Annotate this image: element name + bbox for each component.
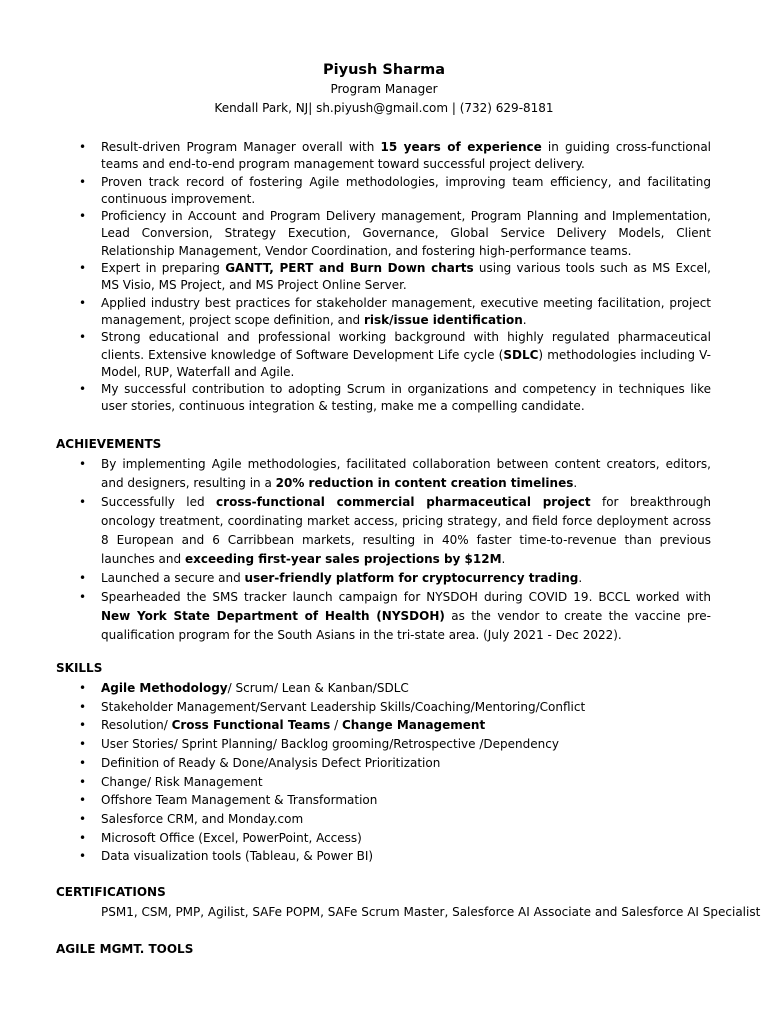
achievement-item	[79, 455, 711, 493]
certifications-text: PSM1, CSM, PMP, Agilist, SAFe POPM, SAFe Scrum Master, Salesforce AI Associate and Salesforce AI Specialist	[101, 905, 761, 919]
bullet-icon: •	[79, 755, 87, 770]
skills-heading: SKILLS	[56, 661, 103, 675]
item-text: .	[573, 476, 578, 490]
skill-item	[79, 810, 711, 829]
item-text: for breakthrough oncology treatment, coordinating market access, pricing strategy, and field force deployment across 8 European and 6 Carribbean markets, resulting in 40% faster time-to-revenue than previous launches and	[101, 495, 711, 566]
skill-item	[79, 698, 711, 717]
bullet-icon: •	[79, 774, 87, 789]
skill-item	[79, 791, 711, 810]
item-text: Data visualization tools (Tableau, & Power BI)	[101, 849, 374, 864]
item-text: Result-driven Program Manager overall with	[101, 140, 381, 154]
item-text: in guiding cross-functional teams and end-to-end program management toward successful project delivery.	[101, 140, 712, 172]
item-text: User Stories/ Sprint Planning/ Backlog grooming/Retrospective /Dependency	[101, 737, 559, 752]
candidate-title: Program Manager	[330, 82, 438, 96]
summary-item	[79, 329, 711, 381]
bold-text: risk/issue identification	[364, 312, 523, 327]
bold-text: GANTT, PERT and Burn Down charts	[225, 261, 474, 276]
summary-item	[79, 295, 711, 330]
item-text: as the vendor to create the vaccine pre-qualification program for the South Asians in the tri-state area. (July 2021 - Dec 2022).	[101, 609, 712, 642]
bold-text: 15 years of experience	[380, 140, 542, 154]
skill-item	[79, 754, 711, 773]
resume-header	[0, 60, 768, 118]
achievement-item	[79, 569, 711, 588]
item-text: Proven track record of fostering Agile methodologies, improving team efficiency, and facilitating continuous improvement.	[101, 174, 711, 206]
skill-item	[79, 716, 711, 735]
item-text: My successful contribution to adopting Scrum in organizations and competency in techniques like user stories, continuous integration & testing, make me a compelling candidate.	[101, 382, 711, 414]
skill-item	[79, 735, 711, 754]
skills-list	[79, 679, 711, 866]
bullet-icon: •	[79, 140, 87, 154]
summary-item	[79, 260, 711, 295]
bullet-icon: •	[79, 457, 87, 471]
bullet-icon: •	[79, 330, 87, 345]
bold-text: 20% reduction in content creation timelines	[275, 476, 574, 490]
candidate-name: Piyush Sharma	[323, 62, 445, 78]
item-text: Spearheaded the SMS tracker launch campaign for NYSDOH during COVID 19. BCCL worked with	[101, 590, 711, 604]
bullet-icon: •	[79, 571, 87, 585]
achievement-item	[79, 493, 711, 569]
item-text: using various tools such as MS Excel, MS Visio, MS Project, and MS Project Online Server.	[101, 261, 711, 293]
achievement-item	[79, 588, 712, 645]
bullet-icon: •	[79, 737, 87, 752]
achievements-list	[79, 455, 712, 645]
item-text: Successfully led	[101, 495, 217, 509]
bold-text: Cross Functional Teams	[171, 718, 331, 733]
item-text: Microsoft Office (Excel, PowerPoint, Access)	[101, 830, 362, 845]
item-text: Proficiency in Account and Program Delivery management, Program Planning and Implementation, Lead Conversion, Strategy Execution, Governance, Global Service Delivery Models, Client Relationship Management, Vendor Coordination, and fostering high-performance teams.	[101, 209, 711, 258]
bullet-icon: •	[79, 261, 87, 276]
item-text: Launched a secure and	[101, 571, 245, 585]
bold-text: Change Management	[341, 718, 486, 733]
bullet-icon: •	[79, 174, 87, 189]
skill-item	[79, 679, 711, 698]
item-text: Definition of Ready & Done/Analysis Defect Prioritization	[101, 755, 441, 770]
bullet-icon: •	[79, 681, 87, 695]
bullet-icon: •	[79, 830, 87, 845]
item-text: ) methodologies including V-Model, RUP, Waterfall and Agile.	[101, 347, 711, 379]
bullet-icon: •	[79, 718, 87, 733]
bullet-icon: •	[79, 849, 87, 864]
item-text: /	[330, 718, 342, 733]
bullet-icon: •	[79, 382, 87, 397]
item-text: / Scrum/ Lean & Kanban/SDLC	[227, 681, 409, 695]
bullet-icon: •	[79, 699, 87, 714]
bullet-icon: •	[79, 495, 87, 509]
certifications-heading: CERTIFICATIONS	[56, 885, 166, 899]
bullet-icon: •	[79, 793, 87, 808]
item-text: Salesforce CRM, and Monday.com	[101, 811, 304, 826]
contact-line: Kendall Park, NJ| sh.piyush@gmail.com | (732) 629-8181	[214, 101, 554, 115]
summary-item	[79, 174, 711, 209]
item-text: Change/ Risk Management	[101, 774, 263, 789]
summary-item	[79, 139, 712, 174]
skill-item	[79, 847, 711, 866]
item-text: .	[578, 571, 583, 585]
item-text: Strong educational and professional working background with highly regulated pharmaceutical clients. Extensive knowledge of Software Development Life cycle (	[101, 330, 711, 362]
skill-item	[79, 829, 711, 848]
bullet-icon: •	[79, 811, 87, 826]
item-text: .	[522, 312, 527, 327]
bold-text: Agile Methodology	[101, 681, 228, 695]
item-text: Offshore Team Management & Transformation	[101, 793, 378, 808]
bold-text: New York State Department of Health (NYSDOH)	[101, 609, 445, 623]
item-text: By implementing Agile methodologies, facilitated collaboration between content creators, editors, and designers, resulting in a	[101, 457, 711, 490]
agile-tools-heading: AGILE MGMT. TOOLS	[56, 942, 194, 956]
bullet-icon: •	[79, 295, 87, 310]
bold-text: user-friendly platform for cryptocurrency trading	[244, 571, 579, 585]
item-text: Applied industry best practices for stakeholder management, executive meeting facilitation, project management, project scope definition, and	[101, 295, 711, 327]
achievements-heading: ACHIEVEMENTS	[56, 437, 162, 451]
item-text: Expert in preparing	[101, 261, 226, 276]
bullet-icon: •	[79, 209, 87, 224]
summary-item	[79, 381, 711, 416]
skill-item	[79, 773, 711, 792]
item-text: Stakeholder Management/Servant Leadership Skills/Coaching/Mentoring/Conflict	[101, 699, 586, 714]
bold-text: exceeding first-year sales projections by $12M	[184, 552, 502, 566]
bullet-icon: •	[79, 590, 87, 604]
item-text: Resolution/	[101, 718, 172, 733]
item-text: .	[501, 552, 506, 566]
bold-text: cross-functional commercial pharmaceutical project	[216, 495, 591, 509]
summary-item	[79, 208, 711, 260]
bold-text: SDLC	[503, 347, 539, 362]
summary-list	[79, 139, 712, 416]
